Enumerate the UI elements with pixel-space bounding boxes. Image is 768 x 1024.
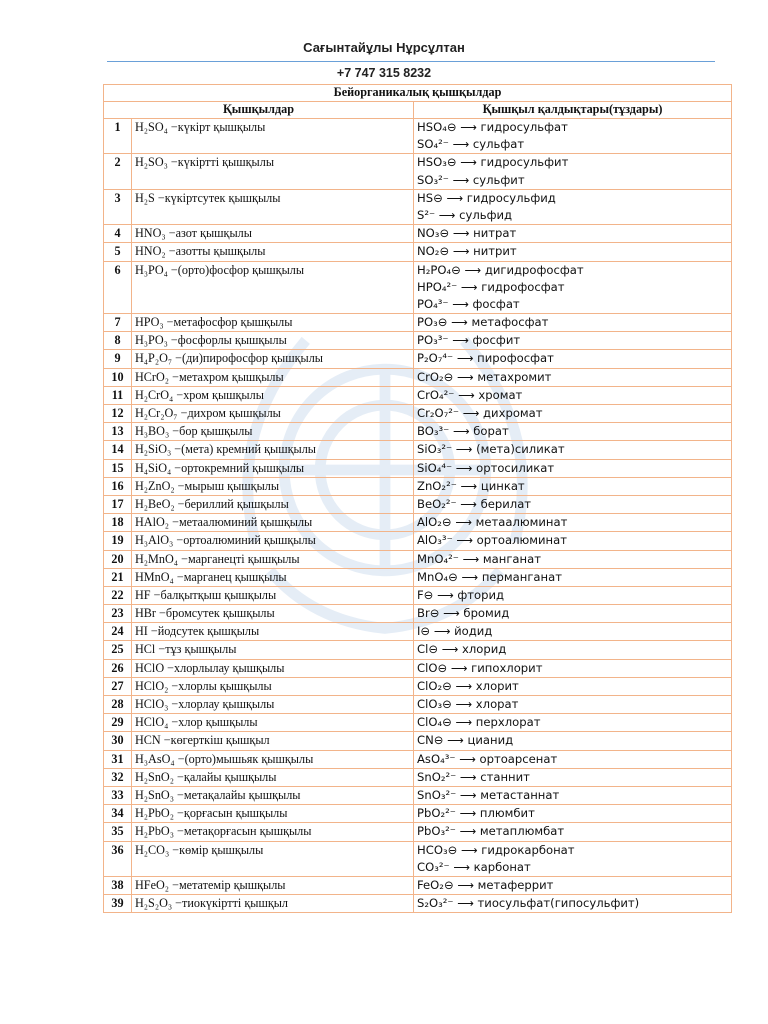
acid-residue: SiO₃²⁻ ⟶ (мета)силикат [417, 442, 565, 457]
acid-residue: Cl⊖ ⟶ хлорид [417, 642, 507, 657]
row-number: 9 [104, 350, 132, 368]
table-row [104, 225, 732, 243]
acid-residue: ClO₄⊖ ⟶ перхлорат [417, 715, 541, 730]
acid-formula-name: HNO₃ −азот қышқылы [132, 225, 414, 243]
row-number: 14 [104, 441, 132, 459]
table-row [104, 368, 732, 386]
row-number: 2 [104, 154, 132, 189]
acid-residue: SnO₃²⁻ ⟶ метастаннат [417, 787, 560, 802]
table-row [104, 750, 732, 768]
acid-formula-name: H₂ZnO₂ −мырыш қышқылы [132, 477, 414, 495]
row-number: 34 [104, 805, 132, 823]
acid-formula-name: H₄P₂O₇ −(ди)пирофосфор қышқылы [132, 350, 414, 368]
acid-residue: AlO₃³⁻ ⟶ ортоалюминат [417, 533, 567, 548]
acid-residue: HSO₃⊖ ⟶ гидросульфит [417, 155, 569, 170]
acid-residues-cell [414, 841, 732, 876]
acid-formula-name: H₂CO₃ −көмір қышқылы [132, 841, 414, 876]
acid-residues-cell [414, 895, 732, 913]
row-number: 36 [104, 841, 132, 876]
row-number: 16 [104, 477, 132, 495]
row-number: 4 [104, 225, 132, 243]
acid-formula-name: HF −балқытқыш қышқылы [132, 586, 414, 604]
table-row [104, 805, 732, 823]
acid-formula-name: H₄SiO₄ −ортокремний қышқылы [132, 459, 414, 477]
table-row [104, 350, 732, 368]
acid-residues-cell [414, 677, 732, 695]
acid-residues-cell [414, 786, 732, 804]
table-row [104, 459, 732, 477]
acid-residue: SiO₄⁴⁻ ⟶ ортосиликат [417, 460, 555, 475]
acid-residues-cell [414, 750, 732, 768]
column-header-acids: Қышқылдар [104, 102, 414, 119]
acid-residue: HS⊖ ⟶ гидросульфид [417, 190, 556, 205]
acid-residue: CrO₄²⁻ ⟶ хромат [417, 387, 523, 402]
acid-residues-cell [414, 732, 732, 750]
acid-residue: PbO₂²⁻ ⟶ плюмбит [417, 806, 535, 821]
acid-residue: HCO₃⊖ ⟶ гидрокарбонат [417, 842, 575, 857]
table-row [104, 677, 732, 695]
row-number: 17 [104, 495, 132, 513]
acid-residue: AsO₄³⁻ ⟶ ортоарсенат [417, 751, 558, 766]
table-row [104, 514, 732, 532]
acid-residue: SO₄²⁻ ⟶ сульфат [417, 137, 525, 152]
acid-residue: BO₃³⁻ ⟶ борат [417, 424, 509, 439]
acid-formula-name: HFeO₂ −метатемір қышқылы [132, 876, 414, 894]
acid-formula-name: H₃PO₃ −фосфорлы қышқылы [132, 332, 414, 350]
acid-formula-name: H₂BeO₂ −бериллий қышқылы [132, 495, 414, 513]
acid-formula-name: H₂SO₃ −күкіртті қышқылы [132, 154, 414, 189]
acid-residues-cell [414, 119, 732, 154]
row-number: 15 [104, 459, 132, 477]
acid-formula-name: H₂Cr₂O₇ −дихром қышқылы [132, 405, 414, 423]
row-number: 12 [104, 405, 132, 423]
row-number: 13 [104, 423, 132, 441]
row-number: 29 [104, 714, 132, 732]
table-row [104, 477, 732, 495]
acid-residues-cell [414, 876, 732, 894]
row-number: 6 [104, 261, 132, 314]
acid-residues-cell [414, 243, 732, 261]
acid-residues-cell [414, 350, 732, 368]
row-number: 23 [104, 605, 132, 623]
acid-residues-cell [414, 768, 732, 786]
table-row [104, 261, 732, 314]
acid-formula-name: H₃AsO₄ −(орто)мышьяк қышқылы [132, 750, 414, 768]
acid-residue: H₂PO₄⊖ ⟶ дигидрофосфат [417, 262, 584, 277]
table-row [104, 714, 732, 732]
acid-residue: SnO₂²⁻ ⟶ станнит [417, 769, 530, 784]
acid-residues-cell [414, 805, 732, 823]
acid-residues-cell [414, 823, 732, 841]
acid-formula-name: HCl −тұз қышқылы [132, 641, 414, 659]
acid-formula-name: HClO₃ −хлорлау қышқылы [132, 696, 414, 714]
row-number: 28 [104, 696, 132, 714]
acid-residue: Br⊖ ⟶ бромид [417, 606, 510, 621]
table-row [104, 786, 732, 804]
table-row [104, 768, 732, 786]
row-number: 27 [104, 677, 132, 695]
row-number: 11 [104, 386, 132, 404]
table-row [104, 732, 732, 750]
acid-residue: MnO₄⊖ ⟶ перманганат [417, 569, 562, 584]
acid-residue: CO₃²⁻ ⟶ карбонат [417, 859, 531, 874]
acid-formula-name: H₂S₂O₃ −тиокүкіртті қышқыл [132, 895, 414, 913]
table-row [104, 423, 732, 441]
acid-residue: F⊖ ⟶ фторид [417, 587, 505, 602]
acid-residue: ClO⊖ ⟶ гипохлорит [417, 660, 543, 675]
acid-residues-cell [414, 314, 732, 332]
table-row [104, 876, 732, 894]
row-number: 5 [104, 243, 132, 261]
acid-residues-cell [414, 189, 732, 224]
acid-formula-name: HBr −бромсутек қышқылы [132, 605, 414, 623]
acid-residues-cell [414, 514, 732, 532]
table-row [104, 623, 732, 641]
acid-residue: NO₃⊖ ⟶ нитрат [417, 226, 517, 241]
table-row [104, 841, 732, 876]
acid-formula-name: HMnO₄ −марганец қышқылы [132, 568, 414, 586]
table-row [104, 405, 732, 423]
table-row [104, 495, 732, 513]
row-number: 25 [104, 641, 132, 659]
acid-formula-name: HCrO₂ −метахром қышқылы [132, 368, 414, 386]
acid-residue: CN⊖ ⟶ цианид [417, 733, 514, 748]
table-row [104, 154, 732, 189]
table-row [104, 696, 732, 714]
acid-formula-name: H₂SnO₂ −қалайы қышқылы [132, 768, 414, 786]
acid-residue: Cr₂O₇²⁻ ⟶ дихромат [417, 406, 543, 420]
acid-formula-name: H₃BO₃ −бор қышқылы [132, 423, 414, 441]
acid-formula-name: H₃PO₄ −(орто)фосфор қышқылы [132, 261, 414, 314]
acid-residue: PO₃³⁻ ⟶ фосфит [417, 333, 521, 348]
acid-residues-cell [414, 659, 732, 677]
row-number: 3 [104, 189, 132, 224]
acid-residue: SO₃²⁻ ⟶ сульфит [417, 172, 525, 187]
acid-residue: ZnO₂²⁻ ⟶ цинкат [417, 478, 525, 493]
acid-formula-name: H₃AlO₃ −ортоалюминий қышқылы [132, 532, 414, 550]
row-number: 30 [104, 732, 132, 750]
acid-residue: NO₂⊖ ⟶ нитрит [417, 244, 517, 259]
table-row [104, 823, 732, 841]
acid-residue: BeO₂²⁻ ⟶ берилат [417, 496, 532, 511]
acid-residue: PO₄³⁻ ⟶ фосфат [417, 296, 520, 311]
acid-residues-cell [414, 423, 732, 441]
acid-formula-name: H₂PbO₂ −қорғасын қышқылы [132, 805, 414, 823]
row-number: 35 [104, 823, 132, 841]
acid-residues-cell [414, 459, 732, 477]
row-number: 7 [104, 314, 132, 332]
acid-residues-cell [414, 532, 732, 550]
acid-residues-cell [414, 641, 732, 659]
table-row [104, 314, 732, 332]
acid-residues-cell [414, 495, 732, 513]
acid-formula-name: H₂SnO₃ −метақалайы қышқылы [132, 786, 414, 804]
acid-residue: S²⁻ ⟶ сульфид [417, 207, 513, 222]
acid-residue: I⊖ ⟶ йодид [417, 624, 493, 639]
acid-residues-cell [414, 386, 732, 404]
row-number: 10 [104, 368, 132, 386]
acid-residues-cell [414, 225, 732, 243]
acid-formula-name: H₂S −күкіртсутек қышқылы [132, 189, 414, 224]
table-row [104, 441, 732, 459]
table-row [104, 586, 732, 604]
acid-residues-cell [414, 696, 732, 714]
acid-residues-cell [414, 405, 732, 423]
acid-residue: ClO₂⊖ ⟶ хлорит [417, 678, 519, 693]
acid-formula-name: HNO₂ −азотты қышқылы [132, 243, 414, 261]
acid-residue: AlO₂⊖ ⟶ метаалюминат [417, 515, 568, 530]
acid-residue: HPO₄²⁻ ⟶ гидрофосфат [417, 279, 565, 294]
acid-formula-name: H₂PbO₃ −метақорғасын қышқылы [132, 823, 414, 841]
acid-residues-cell [414, 261, 732, 314]
row-number: 39 [104, 895, 132, 913]
acid-residues-cell [414, 550, 732, 568]
acid-residue: FeO₂⊖ ⟶ метаферрит [417, 877, 554, 892]
acid-formula-name: HClO −хлорлылау қышқылы [132, 659, 414, 677]
row-number: 24 [104, 623, 132, 641]
table-row [104, 532, 732, 550]
acid-residue: MnO₄²⁻ ⟶ манганат [417, 551, 541, 566]
column-header-salts: Қышқыл қалдықтары(тұздары) [414, 102, 732, 119]
acid-residue: S₂O₃²⁻ ⟶ тиосульфат(гипосульфит) [417, 896, 640, 911]
table-row [104, 189, 732, 224]
phone-number: +7 747 315 8232 [336, 66, 432, 80]
row-number: 1 [104, 119, 132, 154]
row-number: 19 [104, 532, 132, 550]
acid-formula-name: HClO₄ −хлор қышқылы [132, 714, 414, 732]
acid-residues-cell [414, 477, 732, 495]
acid-residues-cell [414, 441, 732, 459]
acid-residue: HSO₄⊖ ⟶ гидросульфат [417, 120, 568, 134]
table-body [104, 119, 732, 913]
author-name: Сағынтайұлы Нұрсұлтан [303, 40, 465, 55]
row-number: 18 [104, 514, 132, 532]
acid-residues-cell [414, 154, 732, 189]
acid-formula-name: H₂SiO₃ −(мета) кремний қышқылы [132, 441, 414, 459]
acid-residue: P₂O₇⁴⁻ ⟶ пирофосфат [417, 351, 554, 366]
table-row [104, 568, 732, 586]
acid-formula-name: HAlO₂ −метаалюминий қышқылы [132, 514, 414, 532]
acid-residues-cell [414, 368, 732, 386]
acid-residue: PbO₃²⁻ ⟶ метаплюмбат [417, 824, 565, 839]
row-number: 21 [104, 568, 132, 586]
acid-residues-cell [414, 623, 732, 641]
acids-table [103, 84, 732, 913]
table-row [104, 605, 732, 623]
table-title: Бейорганикалық қышқылдар [104, 85, 732, 102]
acid-residue: ClO₃⊖ ⟶ хлорат [417, 697, 519, 711]
table-row [104, 895, 732, 913]
row-number: 22 [104, 586, 132, 604]
acid-formula-name: H₂CrO₄ −хром қышқылы [132, 386, 414, 404]
acid-formula-name: HPO₃ −метафосфор қышқылы [132, 314, 414, 332]
table-row [104, 243, 732, 261]
table-row [104, 641, 732, 659]
acid-residues-cell [414, 605, 732, 623]
row-number: 31 [104, 750, 132, 768]
row-number: 20 [104, 550, 132, 568]
table-row [104, 332, 732, 350]
table-row [104, 550, 732, 568]
acid-residues-cell [414, 568, 732, 586]
row-number: 26 [104, 659, 132, 677]
header-divider [107, 61, 715, 62]
table-row [104, 386, 732, 404]
acid-formula-name: HCN −көгерткіш қышқыл [132, 732, 414, 750]
row-number: 32 [104, 768, 132, 786]
acid-residue: PO₃⊖ ⟶ метафосфат [417, 315, 549, 330]
row-number: 33 [104, 786, 132, 804]
row-number: 38 [104, 876, 132, 894]
acid-formula-name: H₂MnO₄ −марганецті қышқылы [132, 550, 414, 568]
table-row [104, 119, 732, 154]
acid-formula-name: HI −йодсутек қышқылы [132, 623, 414, 641]
acid-residues-cell [414, 586, 732, 604]
acid-residues-cell [414, 714, 732, 732]
row-number: 8 [104, 332, 132, 350]
acid-residues-cell [414, 332, 732, 350]
table-row [104, 659, 732, 677]
acid-formula-name: HClO₂ −хлорлы қышқылы [132, 677, 414, 695]
acid-residue: CrO₂⊖ ⟶ метахромит [417, 369, 552, 384]
acid-formula-name: H₂SO₄ −күкірт қышқылы [132, 119, 414, 154]
